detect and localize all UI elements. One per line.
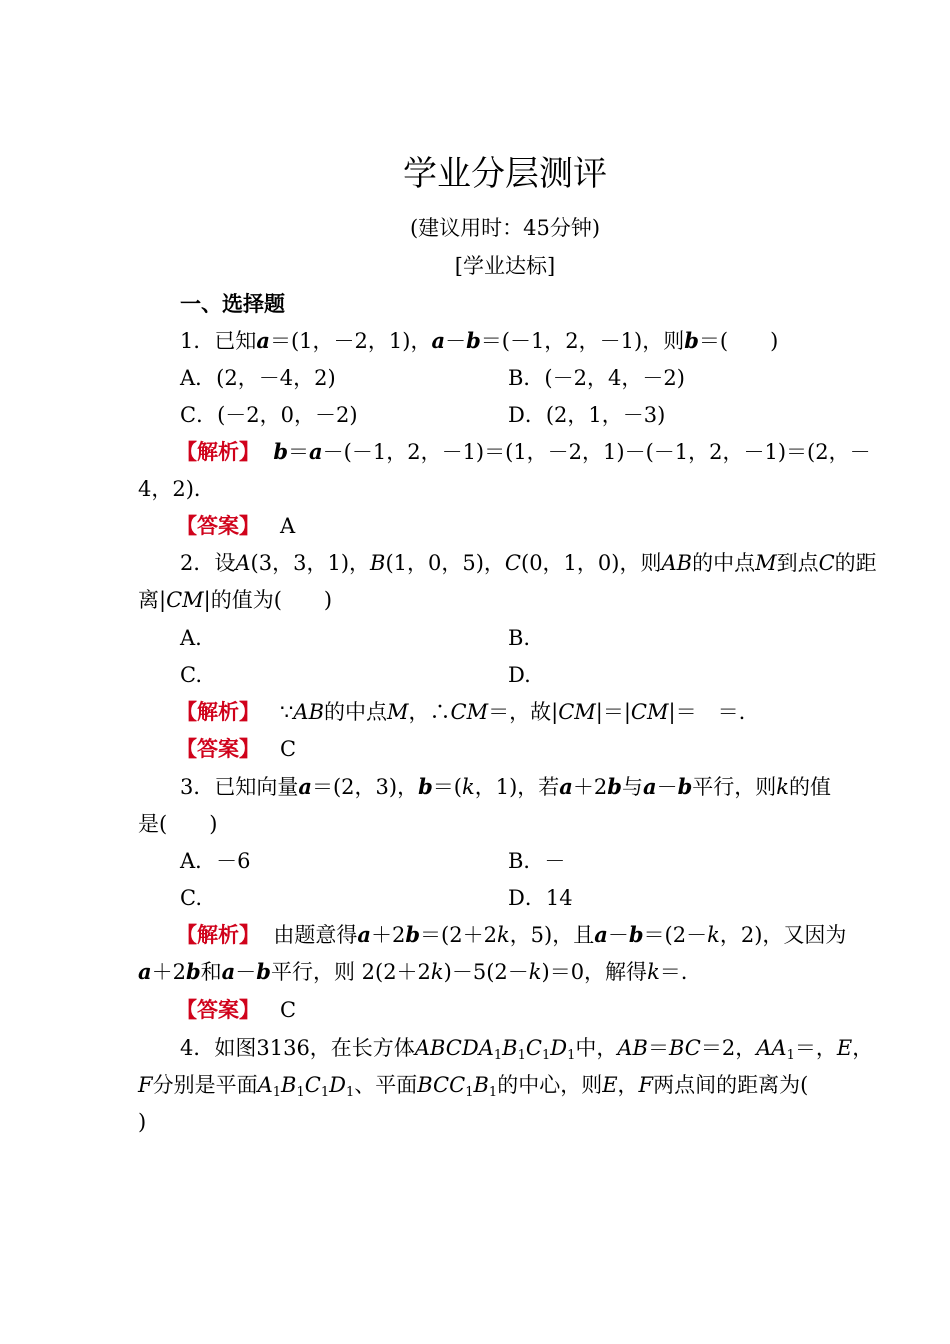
q3-solution: 【解析】 由题意得a＋2b＝(2＋2k，5)，且a－b＝(2－k，2)，又因为: [176, 922, 847, 947]
q4-stem-end: ): [138, 1110, 147, 1134]
q3-option-d: D．14: [508, 886, 573, 910]
q3-stem: 3．已知向量a＝(2，3)，b＝(k，1)，若a＋2b与a－b平行，则k的值: [180, 774, 831, 799]
q1-answer: 【答案】 A: [176, 514, 296, 538]
answer-label: 【答案】: [176, 998, 260, 1022]
q2-option-c: C.: [180, 663, 202, 687]
q1-option-a: A．(2，－4，2): [180, 366, 336, 390]
q1-solution: 【解析】 b＝a－(－1，2，－1)＝(1，－2，1)－(－1，2，－1)＝(2，－: [176, 439, 871, 464]
q4-stem: 4．如图3136，在长方体$ABCDA_1B_1C_1D_1$中，AB＝BC＝2，$AA_1=$，E，: [180, 1036, 874, 1063]
q2-answer: 【答案】 C: [176, 737, 297, 761]
solution-label: 【解析】: [176, 923, 260, 947]
q2-option-d: D.: [508, 663, 531, 687]
answer-label: 【答案】: [176, 514, 260, 538]
q2-option-a: A.: [180, 626, 202, 650]
section-heading: 一、选择题: [180, 292, 285, 316]
q3-stem-cont: 是( ): [138, 812, 218, 836]
q3-answer: 【答案】 C: [176, 998, 297, 1022]
q2-stem-cont: 离|CM|的值为( ): [138, 588, 333, 612]
q1-option-b: B．(－2，4，－2): [508, 366, 685, 390]
q1-option-d: D．(2，1，－3): [508, 403, 666, 427]
q4-stem-cont: F分别是平面$A_1B_1C_1D_1$、平面$BCC_1B_1$的中心，则E，F两点间的距离为(: [138, 1073, 809, 1100]
q2-option-b: B.: [508, 626, 531, 650]
q1-solution-cont: 4，2)．: [138, 477, 215, 501]
page-title: 学业分层测评: [403, 154, 607, 194]
q2-solution: 【解析】 ∵AB的中点M，∴CM＝，故|CM|＝|CM|＝ ＝.: [176, 700, 746, 724]
q3-option-a: A．－6: [180, 849, 251, 873]
q3-option-b: B．－: [508, 849, 566, 873]
solution-label: 【解析】: [176, 700, 260, 724]
level-label: [学业达标]: [454, 254, 556, 278]
q2-stem: 2．设A(3，3，1)，B(1，0，5)，C(0，1，0)，则AB的中点M到点C的距: [180, 551, 877, 575]
answer-label: 【答案】: [176, 737, 260, 761]
q1-stem: 1．已知a＝(1，－2，1)，a－b＝(－1，2，－1)，则b＝( ): [180, 328, 779, 353]
q1-option-c: C．(－2，0，－2): [180, 403, 358, 427]
q3-option-c: C.: [180, 886, 202, 910]
time-hint: (建议用时：45分钟): [409, 216, 601, 240]
solution-label: 【解析】: [176, 440, 260, 464]
q3-solution-cont: a＋2b和a－b平行，则 2(2＋2k)－5(2－k)＝0，解得k＝.: [138, 959, 688, 984]
